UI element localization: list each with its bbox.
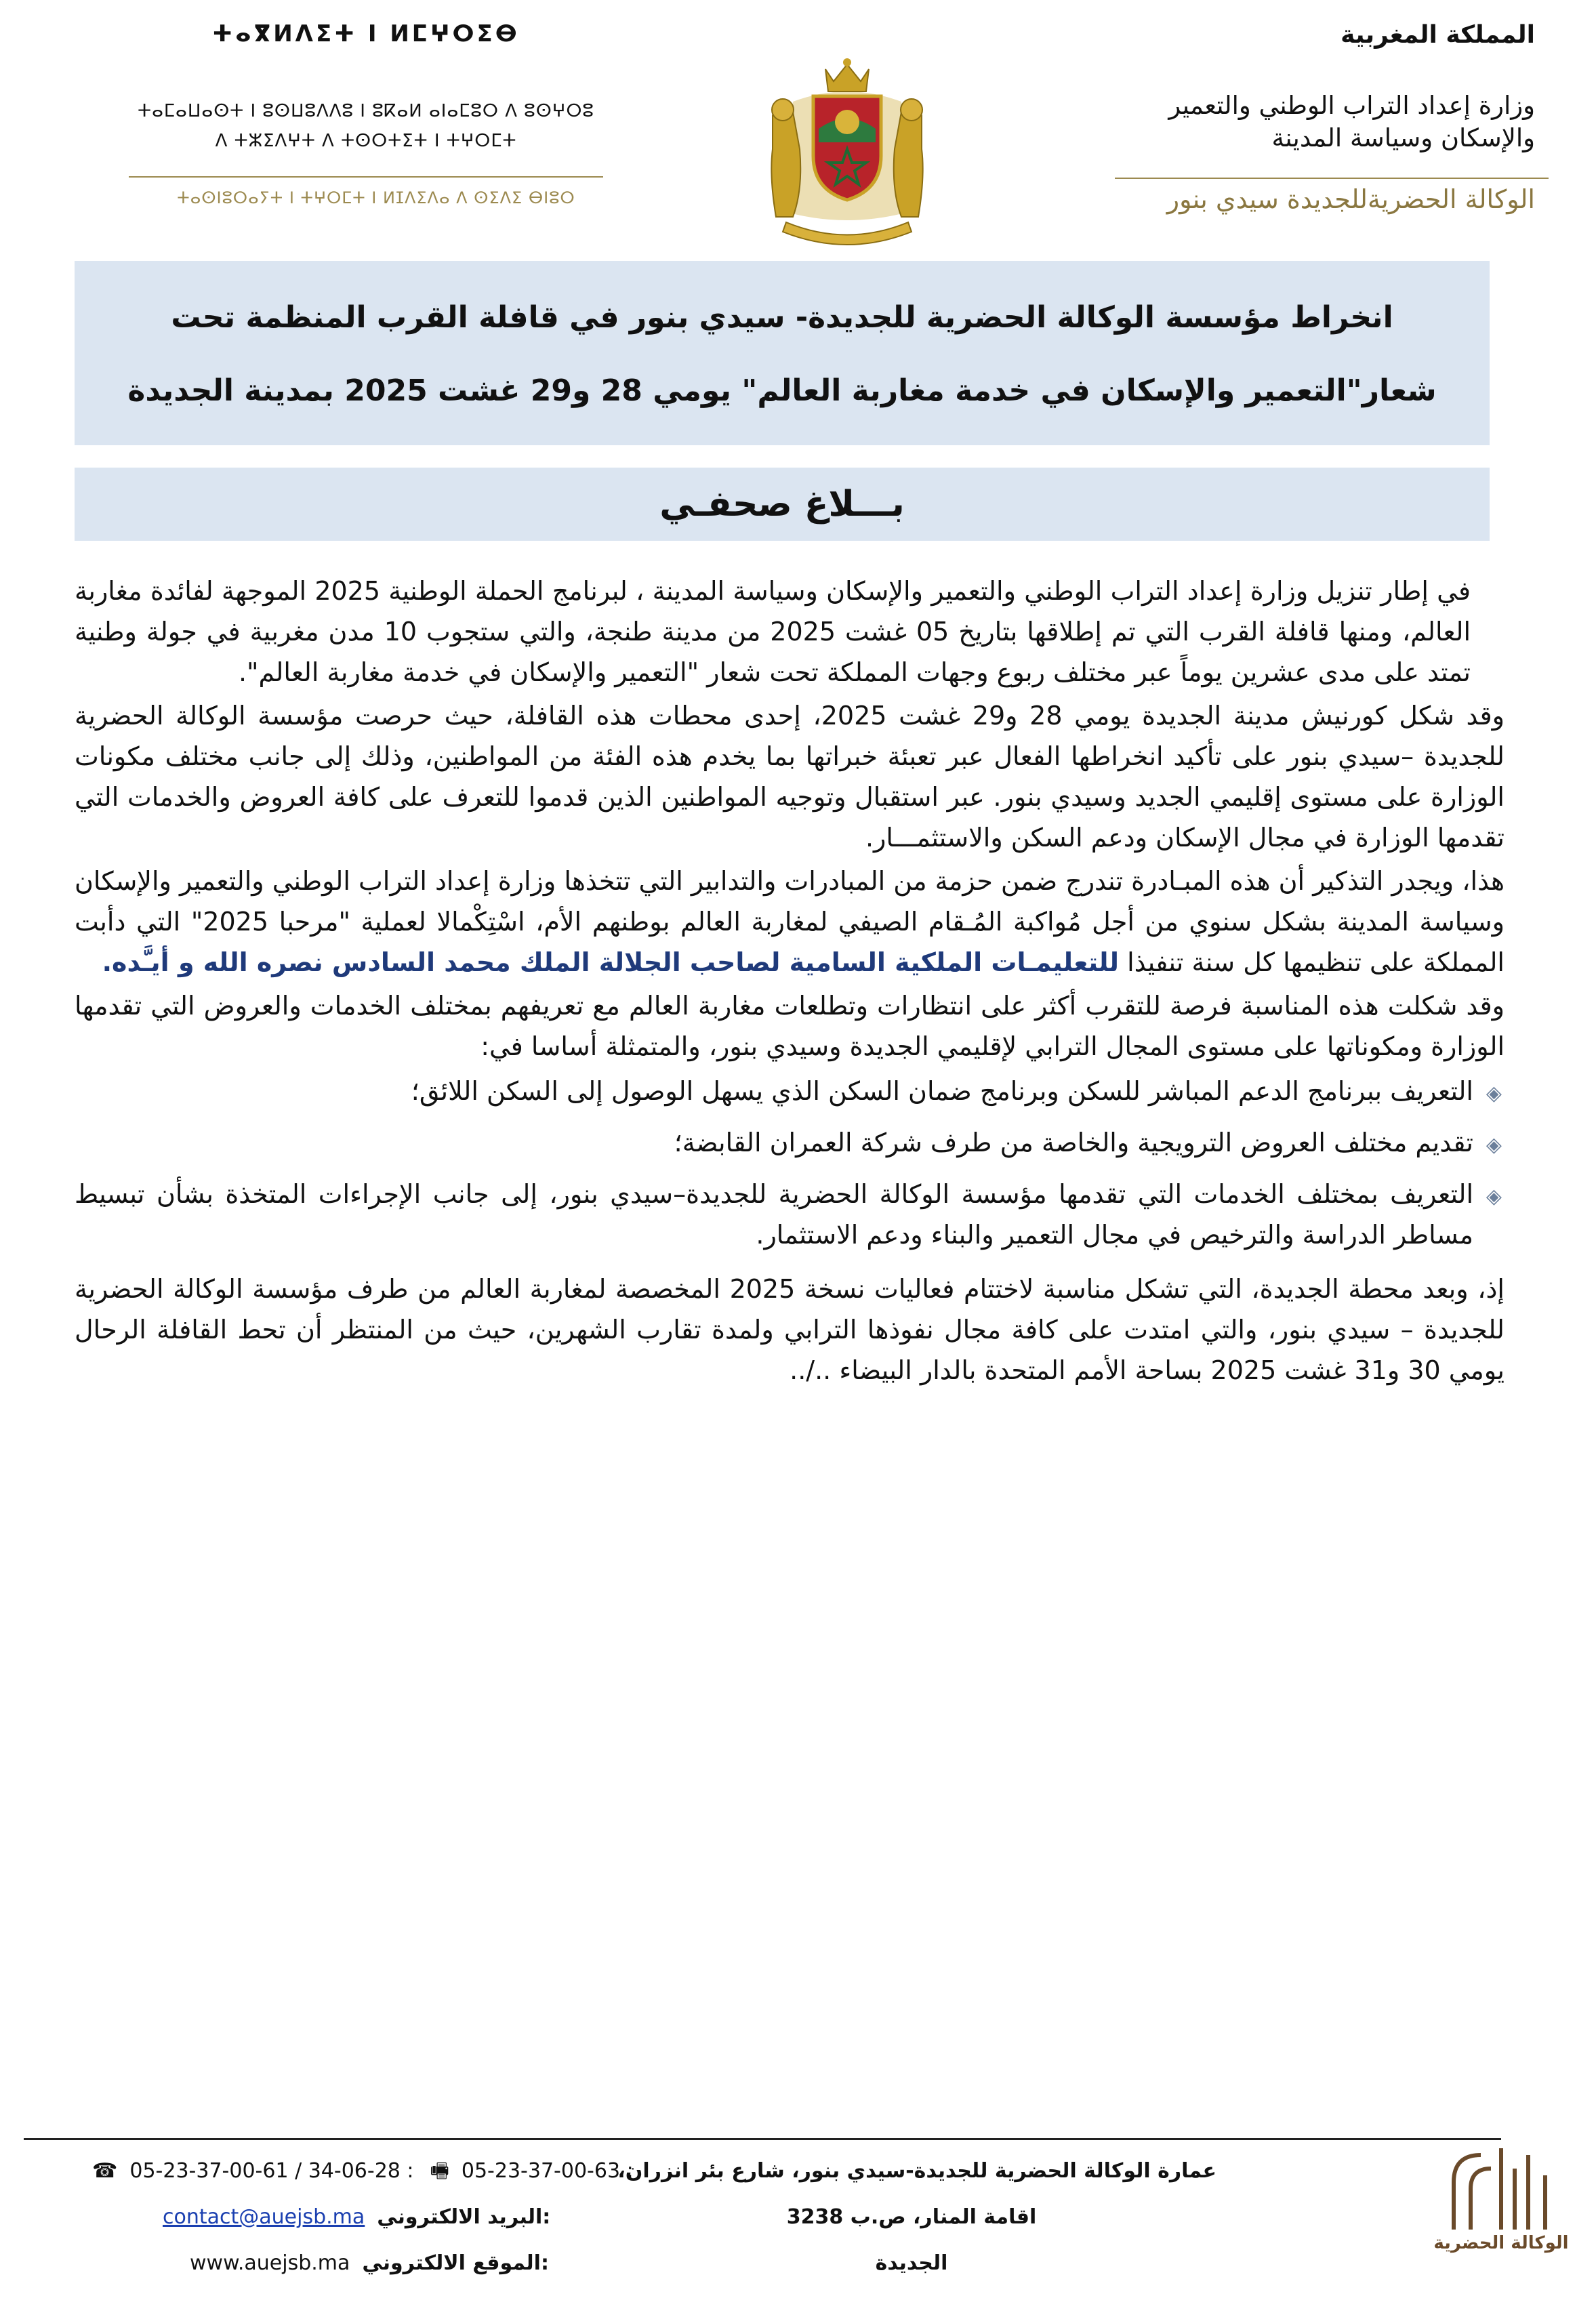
tifinagh-kingdom: ⵜⴰⴳⵍⴷⵉⵜ ⵏ ⵍⵎⵖⵔⵉⴱ	[212, 20, 520, 47]
list-item-text: التعريف ببرنامج الدعم المباشر للسكن وبرنامج ضمان السكن الذي يسهل الوصول إلى السكن اللائق؛	[411, 1076, 1473, 1106]
diamond-bullet-icon: ◈	[1486, 1185, 1502, 1208]
list-item-text: التعريف بمختلف الخدمات التي تقدمها مؤسسة الوكالة الحضرية للجديدة–سيدي بنور، إلى جانب الإجراءات المتخذة بشأن تبسيط مساطر الدراسة والترخيص في مجال التعمير والبناء ودعم الاستثمار.	[75, 1179, 1473, 1250]
header-left-tifinagh	[102, 14, 630, 156]
paragraph-3	[75, 861, 1505, 983]
royal-instructions-highlight: للتعليمـات الملكية السامية لصاحب الجلالة الملك محمد السادس نصره الله و أيـَّده.	[102, 947, 1120, 977]
agency-logo-icon	[1433, 2141, 1569, 2294]
list-item	[75, 1174, 1505, 1255]
tifinagh-ministry-line2: ⴷ ⵜⵣⵉⴷⵖⵜ ⴷ ⵜⵙⵔⵜⵉⵜ ⵏ ⵜⵖⵔⵎⵜ	[215, 131, 517, 151]
paragraph-1: في إطار تنزيل وزارة إعداد التراب الوطني والتعمير والإسكان وسياسة المدينة ، لبرنامج الحملة الوطنية 2025 الموجهة لفائدة مغاربة العالم، ومنها قافلة القرب التي تم إطلاقها بتاريخ 05 غشت 2025 من مدينة طنجة، والتي ستجوب 10 مدن مغربية في جولة وطنية تمتد على مدى عشرين يوماً عبر مختلف ربوع وجهات المملكة تحت شعار "التعمير والإسكان في خدمة مغاربة العالم".	[75, 576, 1471, 687]
fax-icon: 🖷	[430, 2159, 449, 2183]
email-link[interactable]: contact@auejsb.ma	[163, 2205, 365, 2229]
paragraph-4: وقد شكلت هذه المناسبة فرصة للتقرب أكثر على انتظارات وتطلعات مغاربة العالم مع تعريفهم بمختلف الخدمات والعروض التي تقدمها الوزارة ومكوناتها على مستوى المجال الترابي لإقليمي الجديدة وسيدي بنور، والمتمثلة أساسا في:	[75, 991, 1505, 1061]
fax-number: 05-23-37-00-63 :	[461, 2159, 634, 2183]
coat-of-arms-icon	[745, 54, 949, 251]
agency-logo-text: الوكالة الحضرية	[1433, 2233, 1569, 2253]
agency-name: الوكالة الحضريةللجديدة سيدي بنور	[1166, 184, 1535, 214]
services-list	[75, 1071, 1505, 1255]
phone-icon: ☎	[92, 2159, 118, 2183]
press-release-body	[75, 571, 1505, 1404]
press-release-label: بـــلاغ صحفـي	[75, 468, 1490, 541]
list-item	[75, 1071, 1505, 1111]
website-label: الموقع الالكتروني:	[362, 2251, 549, 2275]
paragraph-5: إذ، وبعد محطة الجديدة، التي تشكل مناسبة لاختتام فعاليات نسخة 2025 المخصصة لمغاربة العالم من طرف مؤسسة الوكالة الحضرية للجديدة – سيدي بنور، والتي امتدت على كافة مجال نفوذها الترابي ولمدة تقارب الشهرين، حيث من المنتظر أن تحط القافلة الرحال يومي 30 و31 غشت 2025 بساحة الأمم المتحدة بالدار البيضاء ../..	[75, 1274, 1505, 1385]
ministry-line1: وزارة إعداد التراب الوطني والتعمير	[1168, 91, 1535, 120]
paragraph-3-text: هذا، ويجدر التذكير أن هذه المبـادرة تندرج ضمن حزمة من المبادرات والتدابير التي تتخذها وزارة إعداد التراب الوطني والتعمير والإسكان وسياسة المدينة بشكل سنوي من أجل مُواكبة المُـقام الصيفي لمغاربة العالم بوطنهم الأم، اسْتِكْمالا لعملية "مرحبا 2025" التي دأبت المملكة على تنظيمها كل سنة تنفيذا	[75, 866, 1505, 977]
header-divider-right	[1115, 178, 1549, 179]
phone-fax-row	[88, 2148, 698, 2194]
diamond-bullet-icon: ◈	[1486, 1133, 1502, 1157]
tifinagh-agency: ⵜⴰⵙⵏⵓⵔⴰⵢⵜ ⵏ ⵜⵖⵔⵎⵜ ⵏ ⵍⵊⴷⵉⴷⴰ ⴷ ⵙⵉⴷⵉ ⴱⵏⵓⵔ	[177, 188, 575, 207]
footer-address	[607, 2148, 1216, 2286]
email-row	[88, 2194, 698, 2240]
list-item	[75, 1122, 1505, 1163]
address-line2: اقامة المنار، ص.ب 3238	[786, 2205, 1037, 2229]
header-divider-left	[129, 176, 603, 178]
diamond-bullet-icon: ◈	[1486, 1082, 1502, 1105]
website-url[interactable]: www.auejsb.ma	[190, 2251, 350, 2275]
website-row	[88, 2240, 698, 2286]
paragraph-2: وقد شكل كورنيش مدينة الجديدة يومي 28 و29 غشت 2025، إحدى محطات هذه القافلة، حيث حرصت مؤسسة الوكالة الحضرية للجديدة –سيدي بنور على تأكيد انخراطها الفعال عبر تعبئة خبراتها بما يخدم هذه الفئة من المواطنين، وذلك إلى جانب مختلف مكونات الوزارة على مستوى إقليمي الجديد وسيدي بنور. عبر استقبال وتوجيه المواطنين الذين قدموا للتعرف على كافة العروض والخدمات التي تقدمها الوزارة في مجال الإسكان ودعم السكن والاستثمـــار.	[75, 701, 1505, 853]
tifinagh-ministry-line1: ⵜⴰⵎⴰⵡⴰⵙⵜ ⵏ ⵓⵙⵡⵓⴷⴷⵓ ⵏ ⵓⴽⴰⵍ ⴰⵏⴰⵎⵓⵔ ⴷ ⵓⵙⵖⵔⵓ	[138, 101, 594, 121]
footer-divider	[24, 2138, 1501, 2140]
press-release-title: انخراط مؤسسة الوكالة الحضرية للجديدة- سيدي بنور في قافلة القرب المنظمة تحت شعار"التعمير والإسكان في خدمة مغاربة العالم" يومي 28 و29 غشت 2025 بمدينة الجديدة	[75, 261, 1490, 445]
phone-number: 05-23-37-00-61 / 34-06-28 :	[129, 2159, 414, 2183]
list-item-text: تقديم مختلف العروض الترويجية والخاصة من طرف شركة العمران القابضة؛	[674, 1128, 1473, 1157]
email-label: البريد الالكتروني:	[377, 2205, 551, 2229]
address-line3: الجديدة	[875, 2251, 948, 2275]
ministry-line2: والإسكان وسياسة المدينة	[1271, 123, 1535, 152]
address-line1: عمارة الوكالة الحضرية للجديدة-سيدي بنور، شارع بئر انزران،	[617, 2159, 1216, 2183]
kingdom-name: المملكة المغربية	[1341, 21, 1535, 49]
footer-contacts	[88, 2148, 698, 2286]
header-right	[1061, 15, 1535, 155]
